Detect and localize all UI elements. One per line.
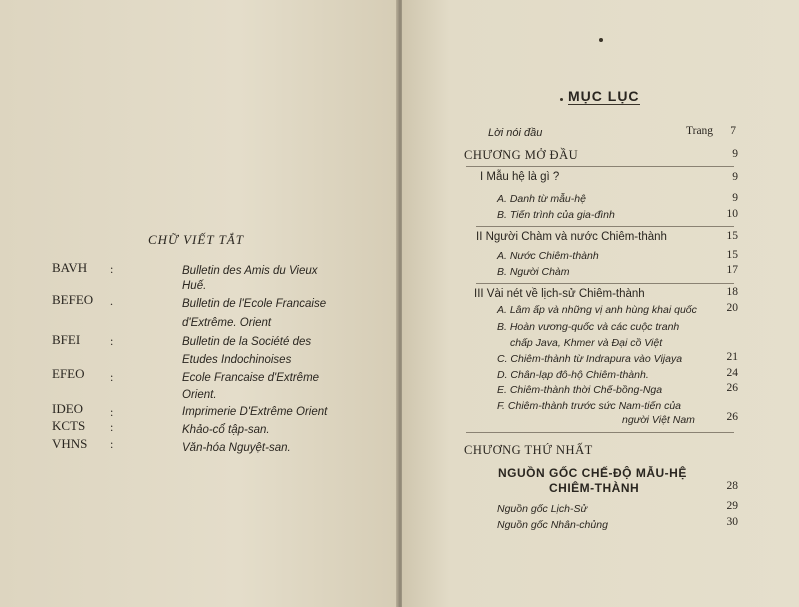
toc-divider	[476, 226, 734, 227]
abbr-desc: d'Extrême. Orient	[182, 317, 272, 329]
toc-page: 17	[726, 264, 738, 276]
toc-item: B. Người Chàm	[497, 266, 570, 278]
toc-page: 30	[726, 516, 738, 528]
abbr-bavh: BAVH	[52, 260, 88, 275]
toc-chapter: CHƯƠNG MỞ ĐẦU	[464, 148, 579, 162]
abbr-sep: :	[110, 334, 114, 348]
toc-page: 18	[726, 286, 738, 298]
toc-divider	[466, 432, 734, 433]
abbr-desc: Etudes Indochinoises	[182, 354, 292, 366]
toc-chapter-heading: NGUỒN GỐC CHẾ-ĐỘ MẪU-HỆ	[498, 466, 687, 480]
abbr-sep: .	[110, 294, 113, 308]
abbr-desc: Khảo-cổ tập-san.	[182, 424, 270, 436]
abbr-ideo: IDEO	[52, 401, 84, 416]
toc-page: 28	[726, 480, 738, 492]
toc-item: Nguồn gốc Lịch-Sử	[497, 503, 588, 515]
abbr-sep: :	[110, 437, 114, 451]
abbr-sep: :	[110, 405, 114, 419]
abbr-desc: Imprimerie D'Extrême Orient	[182, 406, 328, 418]
toc-item: C. Chiêm-thành từ Indrapura vào Vijaya	[497, 353, 683, 365]
toc-page: 21	[726, 351, 738, 363]
abbr-sep: :	[110, 370, 114, 384]
toc-page: 29	[726, 500, 738, 512]
toc-item: F. Chiêm-thành trước sức Nam-tiến của	[497, 400, 682, 412]
toc-divider	[466, 166, 734, 167]
toc-page: 7	[730, 125, 736, 137]
toc-page-label: Trang	[686, 125, 714, 137]
abbr-efeo: EFEO	[52, 366, 85, 381]
toc-page: 15	[726, 249, 738, 261]
toc-title: MỤC LỤC	[568, 88, 640, 104]
abbr-desc: Văn-hóa Nguyệt-san.	[182, 442, 291, 454]
toc-divider	[476, 283, 734, 284]
abbr-desc: Bulletin de la Société des	[182, 336, 312, 348]
toc-item: A. Danh từ mẫu-hệ	[497, 193, 586, 205]
toc-page: 9	[732, 171, 738, 183]
abbr-vhns: VHNS	[52, 436, 88, 451]
toc-item: E. Chiêm-thành thời Chế-bồng-Nga	[497, 384, 663, 396]
toc-page: 10	[726, 208, 738, 220]
abbr-bfei: BFEI	[52, 332, 81, 347]
toc-chapter-heading: CHIÊM-THÀNH	[549, 481, 640, 495]
abbreviations-title: CHỮ VIẾT TẮT	[148, 232, 244, 247]
toc-item: D. Chân-lạp đô-hộ Chiêm-thành.	[497, 369, 649, 381]
toc-page: 26	[726, 382, 738, 394]
abbr-desc: Bulletin des Amis du Vieux	[182, 265, 318, 277]
abbr-desc: Orient.	[182, 389, 217, 401]
toc-item: B. Hoàn vương-quốc và các cuộc tranh	[497, 321, 680, 333]
ink-speck	[599, 38, 603, 42]
toc-page: 15	[726, 230, 738, 242]
abbr-desc: Bulletin de l'Ecole Francaise	[182, 298, 327, 310]
toc-item: Nguồn gốc Nhân-chủng	[497, 519, 608, 531]
toc-item-cont: người Việt Nam	[622, 414, 695, 426]
toc-section: I Mẫu hệ là gì ?	[480, 171, 560, 183]
toc-page: 24	[726, 367, 738, 379]
toc-page: 20	[726, 302, 738, 314]
toc-section: II Người Chàm và nước Chiêm-thành	[476, 231, 667, 243]
toc-chapter: CHƯƠNG THỨ NHẤT	[464, 443, 593, 457]
toc-item: B. Tiến trình của gia-đình	[497, 209, 615, 221]
toc-item-cont: chấp Java, Khmer và Đại cồ Việt	[510, 337, 663, 349]
toc-item: A. Nước Chiêm-thành	[497, 250, 599, 262]
abbr-sep: :	[110, 262, 114, 276]
left-page	[0, 0, 398, 607]
abbr-kcts: KCTS	[52, 418, 86, 433]
abbr-sep: :	[110, 420, 114, 434]
toc-page: 9	[732, 148, 738, 160]
toc-page: 9	[732, 192, 738, 204]
toc-intro: Lời nói đầu	[488, 127, 543, 139]
abbr-befeo: BEFEO	[52, 292, 94, 307]
ink-speck	[560, 98, 563, 101]
toc-page: 26	[726, 411, 738, 423]
toc-section: III Vài nét về lịch-sử Chiêm-thành	[474, 288, 645, 300]
abbr-desc: Ecole Francaise d'Extrême	[182, 372, 320, 384]
abbr-desc: Huế.	[182, 280, 207, 292]
toc-item: A. Lâm ấp và những vị anh hùng khai quốc	[497, 304, 697, 316]
